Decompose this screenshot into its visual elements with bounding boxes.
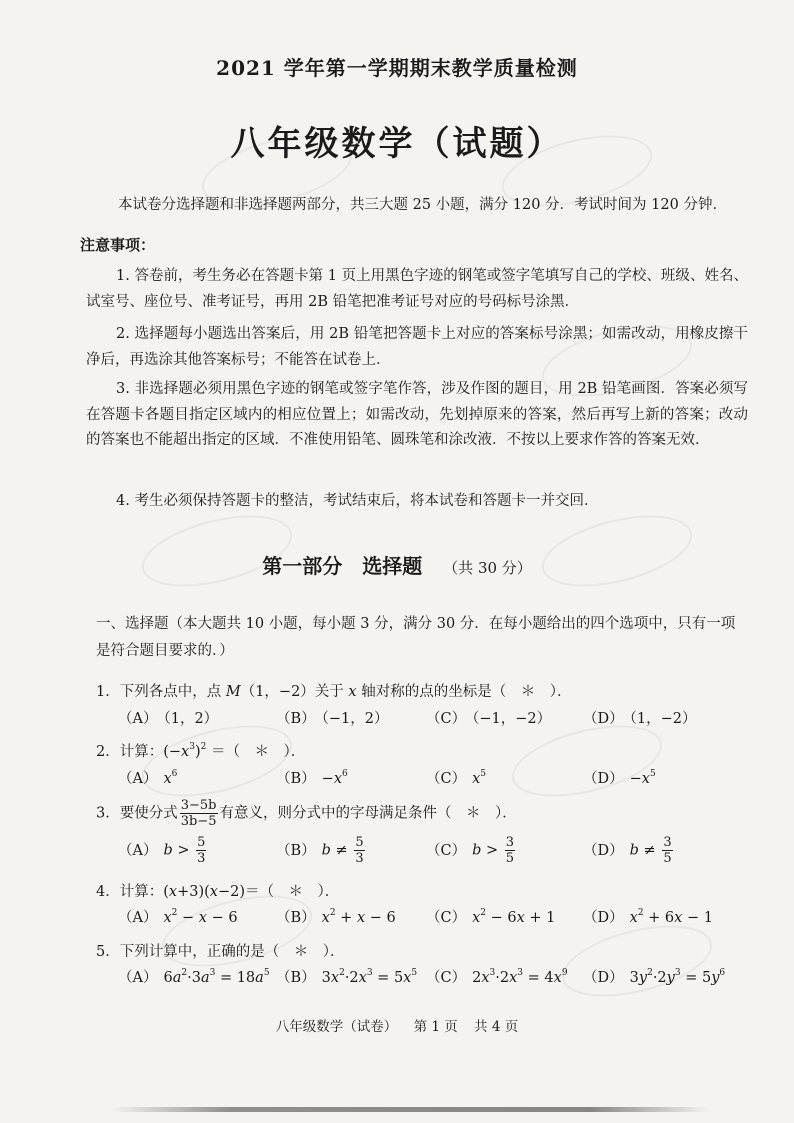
option-b: （B） b ≠ $\frac{5}{3}$ (276, 835, 364, 866)
footer-subject: 八年级数学（试卷） (275, 1019, 398, 1035)
fraction: $\frac{3-5b}{3b-5}$ (180, 798, 217, 829)
question-number: 2． (96, 744, 120, 760)
option-d: （D） $3y^2\cdot 2y^3 = 5y^6$ (583, 968, 726, 986)
math-expression: (x+3)(x−2) (163, 884, 246, 900)
question-text: 下列各点中，点 (119, 684, 226, 700)
part-subtitle: （共 30 分） (443, 559, 532, 577)
option-b: （B） （−1，2） (276, 711, 389, 727)
section-heading: 一、选择题（本大题共 10 小题，每小题 3 分，满分 30 分．在每小题给出的四个选项中，只有一项是符合题目要求的．） (96, 616, 736, 659)
exam-title: 八年级数学（试题） (230, 124, 564, 164)
option-b: （B） $3x^2\cdot 2x^3 = 5x^5$ (276, 968, 418, 986)
part-title (0, 550, 794, 579)
variable: x (348, 684, 357, 700)
question-text: 计算： (119, 884, 164, 900)
question-text: ＝（ ＊ ）． (245, 884, 340, 900)
page-footer (0, 1015, 794, 1035)
option-d: $(D) -x^5$ (583, 769, 656, 787)
option-d: （D） （1，−2） (583, 711, 697, 727)
notice-item-2: 2. 选择题每小题选出答案后，用 2B 铅笔把答题卡上对应的答案标号涂黑；如需改动，用橡皮擦干净后，再选涂其他答案标号；不能答在试卷上． (86, 326, 748, 368)
footer-page: 第 1 页 (413, 1019, 458, 1035)
notice-heading: 注意事项： (80, 236, 156, 254)
option-d: （D） b ≠ $\frac{3}{5}$ (583, 835, 672, 866)
exam-name: 2021 学年第一学期期末教学质量检测 (216, 56, 578, 80)
question-number: 3． (96, 805, 120, 822)
question-text: 轴对称的点的坐标是（ ＊ ）． (356, 684, 572, 700)
notice-item-4: 4. 考生必须保持答题卡的整洁，考试结束后，将本试卷和答题卡一并交回． (116, 493, 599, 509)
option-c: （C） b > $\frac{3}{5}$ (426, 835, 515, 866)
option-c: （C） $x^2 - 6x + 1$ (426, 908, 556, 926)
option-c: （C） （−1，−2） (426, 711, 552, 727)
question-text: 有意义，则分式中的字母满足条件（ ＊ ）． (219, 805, 517, 822)
question-text: ＝（ ＊ ）． (210, 744, 306, 760)
question-text: 下列计算中，正确的是（ ＊ ）． (119, 944, 345, 960)
question-number: 1． (96, 684, 120, 700)
option-a: （A） $x^6$ (118, 769, 178, 787)
question-1 (96, 680, 756, 701)
option-c: （C） $2x^3\cdot 2x^3 = 4x^9$ (426, 968, 568, 986)
question-number: 4． (96, 884, 120, 900)
question-5-options (118, 966, 758, 1002)
notice-item-3: 3. 非选择题必须用黑色字迹的钢笔或签字笔作答，涉及作图的题目，用 2B 铅笔画图．答案必须写在答题卡各题目指定区域内的相应位置上；如需改动，先划掉原来的答案，然后再写上新的答案；改动的答案也不能超出指定的区域．不准使用铅笔、圆珠笔和涂改液．不按以上要求作答的答案无效． (86, 381, 748, 448)
option-a: （A） （1，2） (118, 711, 219, 727)
option-d: （D） $x^2 + 6x - 1$ (583, 908, 713, 926)
notice-item-1: 1. 答卷前，考生务必在答题卡第 1 页上用黑色字迹的钢笔或签字笔填写自己的学校、班级、姓名、试室号、座位号、准考证号，再用 2B 铅笔把准考证号对应的号码标号涂黑． (86, 268, 748, 310)
question-3 (96, 798, 756, 829)
question-2 (96, 740, 756, 761)
question-text: 计算： (119, 744, 164, 760)
question-1-options (118, 707, 758, 743)
footer-total: 共 4 页 (474, 1019, 519, 1035)
option-a: （A） $6a^2\cdot 3a^3 = 18a^5$ (118, 968, 270, 986)
option-b: $(B) -x^6$ (276, 769, 348, 787)
variable: M (225, 684, 241, 700)
question-3-options (118, 835, 758, 871)
question-text: 要使分式 (119, 805, 178, 822)
question-5 (96, 940, 756, 961)
scan-edge-line (110, 1107, 710, 1112)
question-4 (96, 880, 756, 901)
option-c: （C） $x^5$ (426, 769, 487, 787)
question-number: 5． (96, 944, 120, 960)
question-4-options (118, 906, 758, 942)
option-a: （A） b > $\frac{5}{3}$ (118, 835, 206, 866)
option-b: （B） $x^2 + x - 6$ (276, 908, 396, 926)
math-expression: $(-x^3)^2$ (163, 742, 207, 760)
option-a: （A） $x^2 - x - 6$ (118, 908, 238, 926)
exam-intro: 本试卷分选择题和非选择题两部分，共三大题 25 小题，满分 120 分．考试时间为 120 分钟． (118, 197, 727, 213)
part-title-text: 第一部分 选择题 (262, 554, 423, 578)
question-text: （1，−2）关于 (240, 684, 349, 700)
